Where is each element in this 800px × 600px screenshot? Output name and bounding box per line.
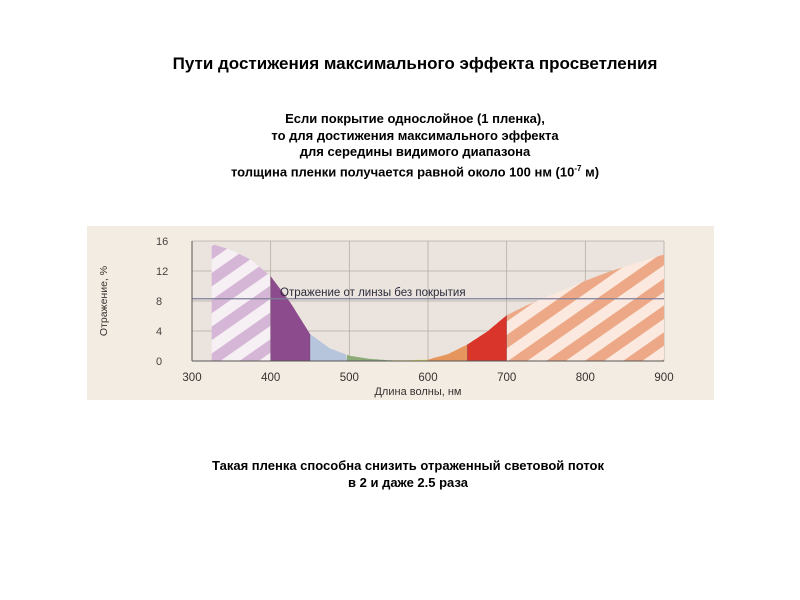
slide-title: Пути достижения максимального эффекта просветления [172, 54, 658, 73]
intro-line-4 [30, 161, 800, 181]
x-tick-label: 500 [339, 372, 359, 384]
intro-text [0, 111, 800, 180]
x-tick-label: 600 [418, 372, 438, 384]
x-tick-label: 400 [261, 372, 281, 384]
y-tick-label: 8 [156, 296, 163, 308]
intro-line-4-after: м) [581, 163, 600, 179]
y-tick-label: 12 [156, 266, 169, 278]
x-tick-label: 300 [182, 372, 202, 384]
intro-line-1: Если покрытие однослойное (1 пленка), [285, 111, 545, 126]
reflection-chart [87, 226, 714, 400]
x-axis-title: Длина волны, нм [374, 386, 462, 398]
y-tick-label: 4 [156, 326, 163, 338]
conclusion-line-2: в 2 и даже 2.5 раза [348, 475, 468, 490]
intro-line-3: для середины видимого диапазона [299, 144, 531, 159]
x-tick-label: 700 [497, 372, 517, 384]
y-tick-label: 0 [156, 356, 163, 368]
x-tick-label: 800 [575, 372, 595, 384]
y-axis-title: Отражение, % [98, 265, 110, 337]
y-tick-label: 16 [156, 236, 169, 248]
x-tick-label: 900 [654, 372, 674, 384]
reference-line-label: Отражение от линзы без покрытия [280, 286, 466, 299]
reflection-chart-svg [87, 226, 714, 400]
conclusion-text [0, 457, 800, 491]
intro-line-2: то для достижения максимального эффекта [271, 127, 559, 143]
intro-line-4-exponent: -7 [574, 163, 582, 173]
conclusion-line-1: Такая пленка способна снизить отраженный световой поток [212, 458, 604, 473]
intro-line-4-before: толщина пленки получается равной около 100 нм (10 [230, 163, 575, 179]
